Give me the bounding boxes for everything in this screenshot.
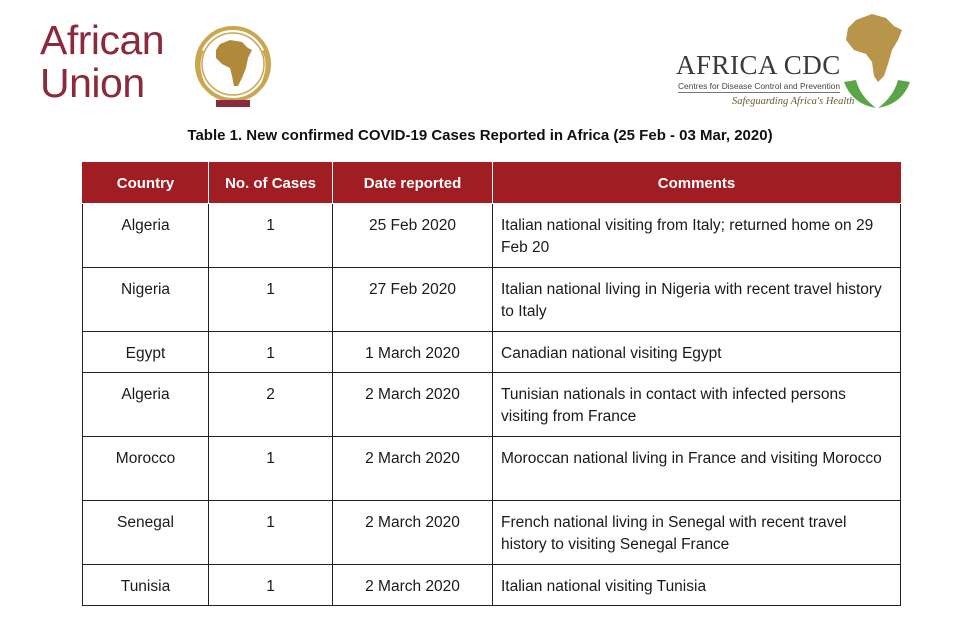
au-wordmark-line2: Union (40, 60, 145, 106)
table-row (83, 501, 901, 565)
cell-comment: Italian national visiting from Italy; returned home on 29 Feb 20 (493, 204, 901, 268)
table-row (83, 204, 901, 268)
cell-comment: Moroccan national living in France and visiting Morocco (493, 437, 901, 501)
cell-cases: 1 (209, 437, 333, 501)
au-wordmark-line1: African (40, 17, 165, 63)
african-union-emblem-icon (186, 20, 280, 112)
cell-cases: 1 (209, 565, 333, 606)
cases-table (82, 162, 901, 606)
table-row (83, 268, 901, 332)
cell-date: 1 March 2020 (333, 332, 493, 373)
table-header-row (83, 163, 901, 204)
cell-country: Algeria (83, 373, 209, 437)
cell-date: 27 Feb 2020 (333, 268, 493, 332)
header-no-of-cases: No. of Cases (209, 163, 333, 204)
cell-date: 2 March 2020 (333, 501, 493, 565)
african-union-logo (40, 17, 280, 112)
cell-comment: Tunisian nationals in contact with infected persons visiting from France (493, 373, 901, 437)
africa-cdc-subtitle: Centres for Disease Control and Prevention (678, 81, 840, 91)
cell-comment: French national living in Senegal with recent travel history to visiting Senegal France (493, 501, 901, 565)
cell-country: Morocco (83, 437, 209, 501)
cell-cases: 1 (209, 204, 333, 268)
cell-date: 2 March 2020 (333, 565, 493, 606)
cell-country: Tunisia (83, 565, 209, 606)
header-comments: Comments (493, 163, 901, 204)
cell-cases: 2 (209, 373, 333, 437)
cell-country: Egypt (83, 332, 209, 373)
africa-cdc-title: AFRICA CDC (676, 50, 841, 80)
table-row (83, 332, 901, 373)
header-date-reported: Date reported (333, 163, 493, 204)
cell-country: Nigeria (83, 268, 209, 332)
table-row (83, 373, 901, 437)
cell-cases: 1 (209, 268, 333, 332)
cell-date: 25 Feb 2020 (333, 204, 493, 268)
table-row (83, 437, 901, 501)
african-union-wordmark (40, 17, 165, 106)
cell-cases: 1 (209, 501, 333, 565)
africa-cdc-tagline: Safeguarding Africa's Health (732, 96, 855, 107)
cell-comment: Canadian national visiting Egypt (493, 332, 901, 373)
cell-date: 2 March 2020 (333, 373, 493, 437)
table-row (83, 565, 901, 606)
cell-date: 2 March 2020 (333, 437, 493, 501)
cell-comment: Italian national visiting Tunisia (493, 565, 901, 606)
africa-cdc-logo (676, 12, 938, 116)
header-country: Country (83, 163, 209, 204)
cell-country: Algeria (83, 204, 209, 268)
cell-comment: Italian national living in Nigeria with recent travel history to Italy (493, 268, 901, 332)
table-caption: Table 1. New confirmed COVID-19 Cases Reported in Africa (25 Feb - 03 Mar, 2020) (187, 127, 773, 144)
cell-cases: 1 (209, 332, 333, 373)
cell-country: Senegal (83, 501, 209, 565)
